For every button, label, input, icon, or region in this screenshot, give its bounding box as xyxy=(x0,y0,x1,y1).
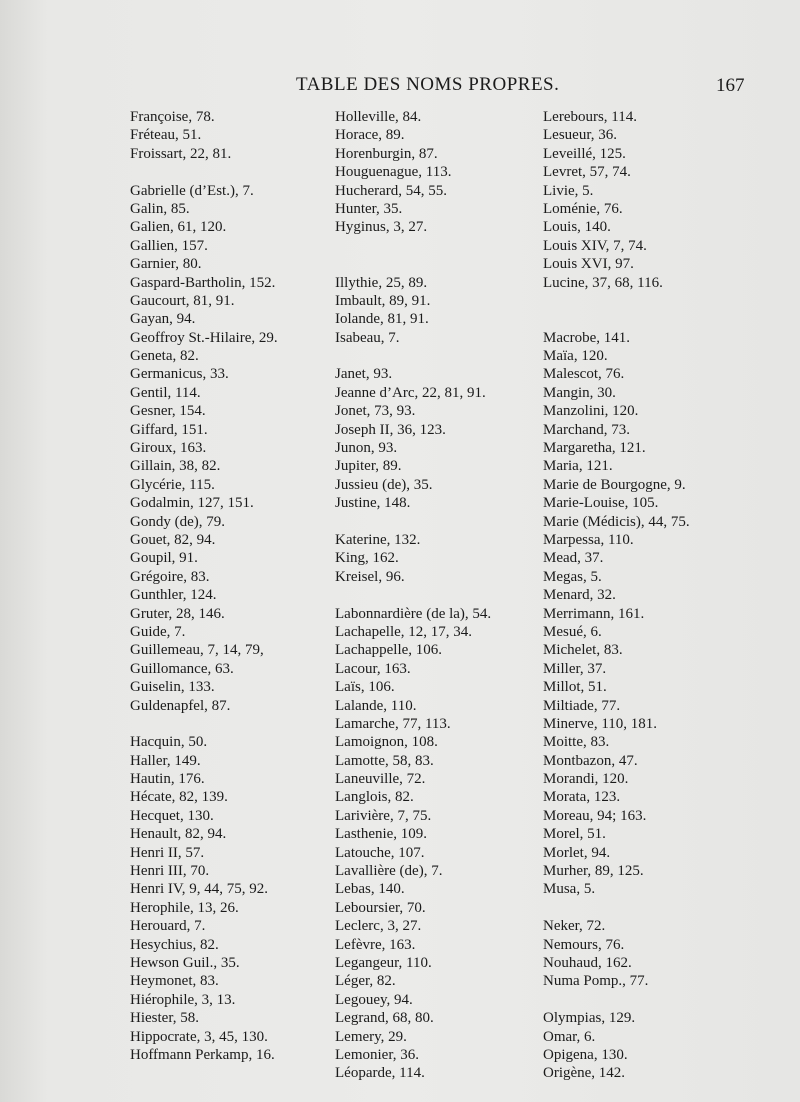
index-entry: Malescot, 76. xyxy=(543,366,625,383)
index-entry: Fréteau, 51. xyxy=(130,127,202,144)
index-entry: Hesychius, 82. xyxy=(130,936,219,953)
index-entry: Marie (Médicis), 44, 75. xyxy=(543,513,690,530)
index-entry: Hacquin, 50. xyxy=(130,734,208,751)
index-entry: Mangin, 30. xyxy=(543,384,616,401)
index-entry: Hucherard, 54, 55. xyxy=(335,182,448,199)
index-entry: Labonnardière (de la), 54. xyxy=(335,605,492,622)
index-entry: Horace, 89. xyxy=(335,127,405,144)
index-entry: Morlet, 94. xyxy=(543,844,611,861)
index-entry: Morata, 123. xyxy=(543,789,621,806)
index-entry: Hunter, 35. xyxy=(335,200,403,217)
index-entry: Galien, 61, 120. xyxy=(130,219,227,236)
index-entry: Gayan, 94. xyxy=(130,311,196,328)
index-entry: Lefèvre, 163. xyxy=(335,936,416,953)
index-entry: Leboursier, 70. xyxy=(335,899,426,916)
index-entry: Moitte, 83. xyxy=(543,734,610,751)
index-entry: Garnier, 80. xyxy=(130,256,202,273)
index-entry: Galin, 85. xyxy=(130,200,190,217)
index-entry: Hewson Guil., 35. xyxy=(130,954,240,971)
index-entry: Laneuville, 72. xyxy=(335,771,426,788)
index-entry: King, 162. xyxy=(335,550,399,567)
spacer xyxy=(543,310,793,328)
index-entry: Mead, 37. xyxy=(543,550,604,567)
index-entry: Jonet, 73, 93. xyxy=(335,403,416,420)
index-entry: Giffard, 151. xyxy=(130,421,208,438)
index-entry: Numa Pomp., 77. xyxy=(543,973,649,990)
index-entry: Louis XVI, 97. xyxy=(543,256,634,273)
index-entry: Marpessa, 110. xyxy=(543,531,634,548)
index-entry: Michelet, 83. xyxy=(543,642,623,659)
index-entry: Lalande, 110. xyxy=(335,697,417,714)
spacer xyxy=(543,899,793,917)
index-entry: Montbazon, 47. xyxy=(543,752,638,769)
index-entry: Marchand, 73. xyxy=(543,421,631,438)
index-entry: Lucine, 37, 68, 116. xyxy=(543,274,663,291)
index-entry: Françoise, 78. xyxy=(130,109,215,125)
index-entry: Gentil, 114. xyxy=(130,384,201,401)
index-entry: Herouard, 7. xyxy=(130,918,206,935)
index-entry: Henault, 82, 94. xyxy=(130,826,227,843)
index-entry: Hautin, 176. xyxy=(130,771,205,788)
index-entry: Jussieu (de), 35. xyxy=(335,476,433,493)
index-entry: Lemery, 29. xyxy=(335,1028,407,1045)
index-entry: Marie-Louise, 105. xyxy=(543,495,659,512)
index-entry: Origène, 142. xyxy=(543,1065,626,1082)
index-entry: Latouche, 107. xyxy=(335,844,425,861)
index-entry: Marie de Bourgogne, 9. xyxy=(543,476,686,493)
index-entry: Hecquet, 130. xyxy=(130,807,214,824)
index-entry: Guiselin, 133. xyxy=(130,679,215,696)
index-entry: Houguenague, 113. xyxy=(335,164,452,181)
index-entry: Iolande, 81, 91. xyxy=(335,311,429,328)
index-entry: Heymonet, 83. xyxy=(130,973,219,990)
index-entry: Gesner, 154. xyxy=(130,403,206,420)
index-entry: Louis, 140. xyxy=(543,219,611,236)
index-entry: Kreisel, 96. xyxy=(335,568,405,585)
index-entry: Lerebours, 114. xyxy=(543,109,637,125)
index-entry: Lavallière (de), 7. xyxy=(335,863,443,880)
index-entry: Lacour, 163. xyxy=(335,660,411,677)
index-entry: Lasthenie, 109. xyxy=(335,826,428,843)
index-entry: Miller, 37. xyxy=(543,660,607,677)
index-entry: Gruter, 28, 146. xyxy=(130,605,225,622)
index-entry: Henri III, 70. xyxy=(130,863,210,880)
spacer xyxy=(543,292,793,310)
index-entry: Macrobe, 141. xyxy=(543,329,631,346)
index-entry: Livie, 5. xyxy=(543,182,594,199)
index-entry: Moreau, 94; 163. xyxy=(543,807,647,824)
index-entry: Gaspard-Bartholin, 152. xyxy=(130,274,276,291)
running-title: TABLE DES NOMS PROPRES. xyxy=(296,74,560,95)
index-entry: Murher, 89, 125. xyxy=(543,863,644,880)
index-entry: Lamarche, 77, 113. xyxy=(335,715,451,732)
index-entry: Lamotte, 58, 83. xyxy=(335,752,434,769)
index-entry: Menard, 32. xyxy=(543,587,616,604)
index-entry: Louis XIV, 7, 74. xyxy=(543,237,647,254)
index-entry: Giroux, 163. xyxy=(130,440,207,457)
spacer xyxy=(543,991,793,1009)
index-entry: Godalmin, 127, 151. xyxy=(130,495,254,512)
page-number: 167 xyxy=(716,75,745,96)
index-entry: Hiester, 58. xyxy=(130,1010,199,1027)
index-entry: Leveillé, 125. xyxy=(543,145,626,162)
index-entry: Junon, 93. xyxy=(335,440,398,457)
index-entry: Opigena, 130. xyxy=(543,1046,628,1063)
index-entry: Mesué, 6. xyxy=(543,623,602,640)
index-column-3 xyxy=(543,108,793,1083)
index-entry: Guide, 7. xyxy=(130,623,186,640)
index-entry: Léger, 82. xyxy=(335,973,396,990)
index-entry: Hyginus, 3, 27. xyxy=(335,219,428,236)
index-entry: Imbault, 89, 91. xyxy=(335,292,431,309)
index-entry: Minerve, 110, 181. xyxy=(543,715,658,732)
index-entry: Jupiter, 89. xyxy=(335,458,402,475)
index-entry: Miltiade, 77. xyxy=(543,697,621,714)
index-entry: Hécate, 82, 139. xyxy=(130,789,228,806)
index-entry: Guillemeau, 7, 14, 79, xyxy=(130,642,264,659)
index-entry: Levret, 57, 74. xyxy=(543,164,631,181)
index-entry: Katerine, 132. xyxy=(335,531,421,548)
index-entry: Jeanne d’Arc, 22, 81, 91. xyxy=(335,384,486,401)
index-entry: Nemours, 76. xyxy=(543,936,625,953)
index-entry: Nouhaud, 162. xyxy=(543,954,632,971)
index-entry: Justine, 148. xyxy=(335,495,411,512)
index-entry: Lachappelle, 106. xyxy=(335,642,443,659)
index-entry: Leclerc, 3, 27. xyxy=(335,918,422,935)
index-entry: Holleville, 84. xyxy=(335,109,422,125)
index-entry: Illythie, 25, 89. xyxy=(335,274,428,291)
index-entry: Haller, 149. xyxy=(130,752,201,769)
index-entry: Neker, 72. xyxy=(543,918,606,935)
index-entry: Germanicus, 33. xyxy=(130,366,229,383)
index-entry: Megas, 5. xyxy=(543,568,602,585)
index-entry: Legrand, 68, 80. xyxy=(335,1010,434,1027)
index-entry: Léoparde, 114. xyxy=(335,1065,425,1082)
index-entry: Henri II, 57. xyxy=(130,844,205,861)
index-entry: Maïa, 120. xyxy=(543,348,608,365)
index-entry: Grégoire, 83. xyxy=(130,568,210,585)
index-entry: Hoffmann Perkamp, 16. xyxy=(130,1046,275,1063)
index-entry: Gondy (de), 79. xyxy=(130,513,225,530)
index-entry: Geneta, 82. xyxy=(130,348,199,365)
index-entry: Hippocrate, 3, 45, 130. xyxy=(130,1028,268,1045)
index-entry: Isabeau, 7. xyxy=(335,329,400,346)
index-entry: Margaretha, 121. xyxy=(543,440,646,457)
index-entry: Morel, 51. xyxy=(543,826,606,843)
index-entry: Laïs, 106. xyxy=(335,679,395,696)
index-entry: Gaucourt, 81, 91. xyxy=(130,292,235,309)
index-entry: Lemonier, 36. xyxy=(335,1046,419,1063)
index-entry: Herophile, 13, 26. xyxy=(130,899,239,916)
index-entry: Joseph II, 36, 123. xyxy=(335,421,446,438)
index-entry: Henri IV, 9, 44, 75, 92. xyxy=(130,881,269,898)
index-entry: Lebas, 140. xyxy=(335,881,405,898)
index-entry: Guillomance, 63. xyxy=(130,660,234,677)
index-entry: Janet, 93. xyxy=(335,366,393,383)
index-entry: Lamoignon, 108. xyxy=(335,734,438,751)
index-entry: Loménie, 76. xyxy=(543,200,623,217)
index-entry: Merrimann, 161. xyxy=(543,605,645,622)
index-entry: Olympias, 129. xyxy=(543,1010,636,1027)
index-entry: Lachapelle, 12, 17, 34. xyxy=(335,623,473,640)
index-entry: Musa, 5. xyxy=(543,881,596,898)
index-entry: Millot, 51. xyxy=(543,679,607,696)
index-entry: Legouey, 94. xyxy=(335,991,413,1008)
index-entry: Goupil, 91. xyxy=(130,550,198,567)
page-header xyxy=(0,74,800,104)
index-entry: Glycérie, 115. xyxy=(130,476,215,493)
index-entry: Omar, 6. xyxy=(543,1028,596,1045)
index-entry: Langlois, 82. xyxy=(335,789,414,806)
index-entry: Hiérophile, 3, 13. xyxy=(130,991,236,1008)
index-entry: Gunthler, 124. xyxy=(130,587,217,604)
index-entry: Horenburgin, 87. xyxy=(335,145,438,162)
index-entry: Maria, 121. xyxy=(543,458,613,475)
index-entry: Manzolini, 120. xyxy=(543,403,639,420)
index-entry: Morandi, 120. xyxy=(543,771,629,788)
index-entry: Froissart, 22, 81. xyxy=(130,145,232,162)
index-entry: Gabrielle (d’Est.), 7. xyxy=(130,182,254,199)
index-entry: Lesueur, 36. xyxy=(543,127,617,144)
index-entry: Gallien, 157. xyxy=(130,237,208,254)
index-entry: Gillain, 38, 82. xyxy=(130,458,221,475)
index-entry: Legangeur, 110. xyxy=(335,954,432,971)
index-entry: Gouet, 82, 94. xyxy=(130,531,216,548)
index-entry: Larivière, 7, 75. xyxy=(335,807,432,824)
index-entry: Guldenapfel, 87. xyxy=(130,697,231,714)
index-entry: Geoffroy St.-Hilaire, 29. xyxy=(130,329,278,346)
